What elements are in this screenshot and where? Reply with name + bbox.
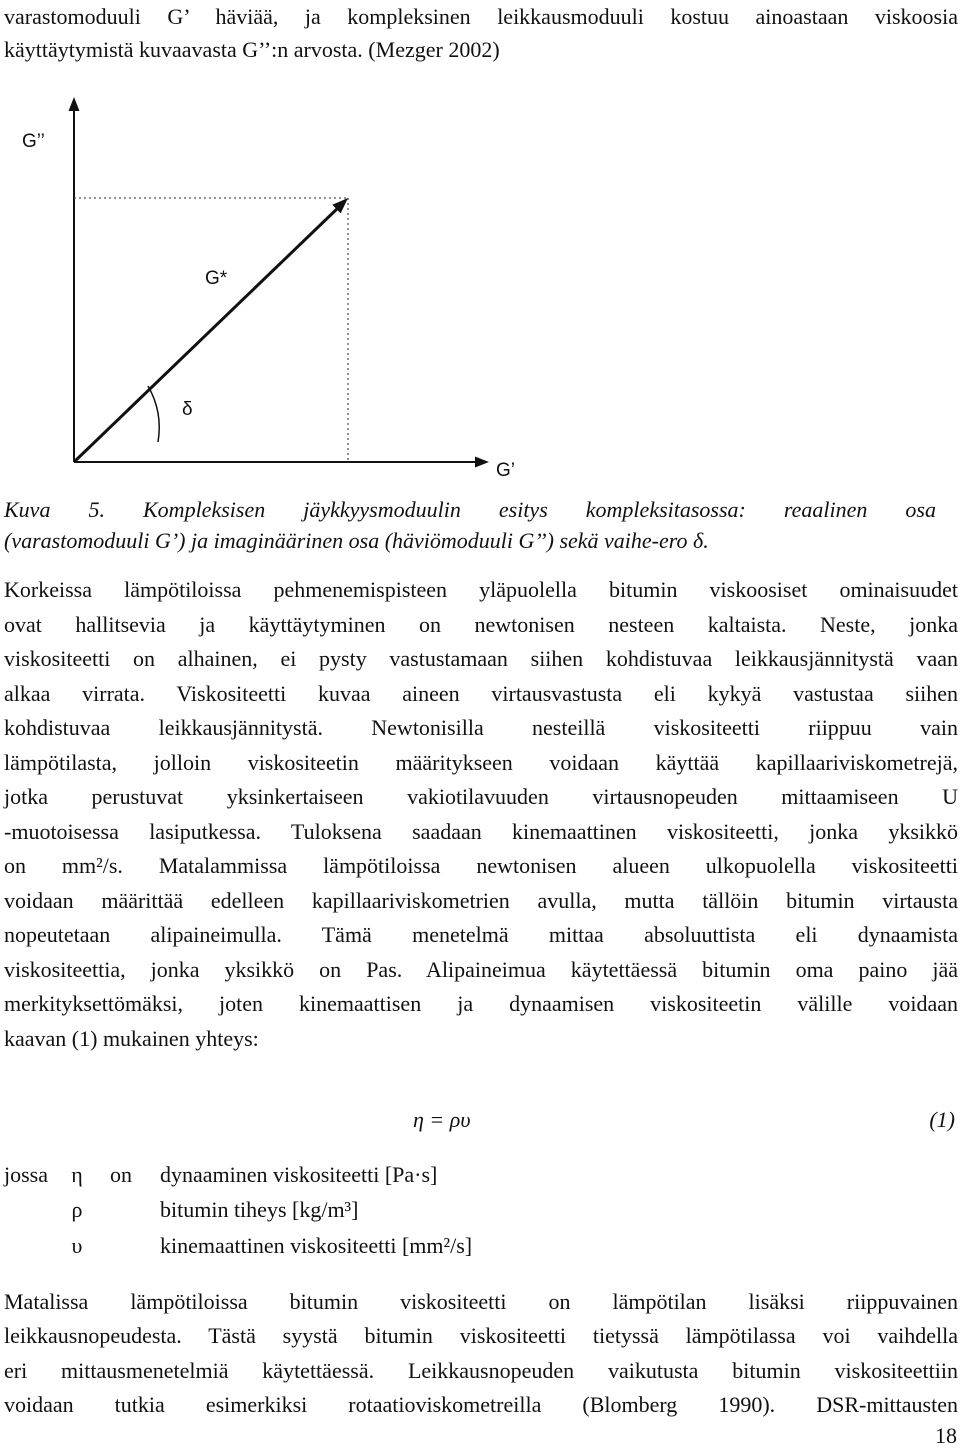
equation-formula: η = ρυ xyxy=(413,1107,471,1132)
y-axis-label: G’’ xyxy=(22,131,45,152)
paragraph xyxy=(4,1285,958,1422)
text-line: Matalissa lämpötiloissa bitumin viskositeetti on lämpötilan lisäksi riippuvainen xyxy=(4,1289,958,1314)
text-line: ovat hallitsevia ja käyttäytyminen on newtonisen nesteen kaltaista. Neste, jonka xyxy=(4,611,958,637)
definition-text: dynaaminen viskositeetti [Pa·s] xyxy=(160,1162,438,1187)
paragraph xyxy=(4,573,958,1056)
top-paragraph xyxy=(4,0,958,66)
phase-angle-arc xyxy=(148,386,159,442)
text-line: kohdistuvaa leikkausjännitystä. Newtonisilla nesteillä viskositeetti riippuu vain xyxy=(4,715,958,740)
text-line: käyttäytymistä kuvaavasta G’’:n arvosta. (Mezger 2002) xyxy=(4,37,500,62)
page-number: 18 xyxy=(935,1423,957,1448)
equation-number: (1) xyxy=(929,1107,955,1132)
complex-modulus-figure xyxy=(0,85,560,490)
text-line: viskositeetti on alhainen, ei pysty vastustamaan siihen kohdistuvaa leikkausjännitystä vaan xyxy=(4,646,958,671)
text-line: merkityksettömäksi, joten kinemaattisen ja dynaamisen viskositeetin välille voidaan xyxy=(4,991,958,1016)
text-line: voidaan määrittää edelleen kapillaariviskometrien avulla, mutta tällöin bitumin virtausta xyxy=(4,887,958,913)
text-line: Korkeissa lämpötiloissa pehmenemispisteen yläpuolella bitumin viskoosiset ominaisuudet xyxy=(4,577,958,602)
complex-modulus-vector xyxy=(74,206,340,462)
text-line: -muotoisessa lasiputkessa. Tuloksena saadaan kinemaattinen viskositeetti, jonka yksikkö xyxy=(4,818,958,844)
caption-line: (varastomoduuli G’) ja imaginäärinen osa (häviömoduuli G’’) sekä vaihe-ero δ. xyxy=(4,528,709,553)
caption-line: Kuva 5. Kompleksisen jäykkyysmoduulin esitys kompleksitasossa: reaalinen osa xyxy=(4,497,936,522)
text-line: lämpötilasta, jolloin viskositeetin määritykseen voidaan käyttää kapillaariviskometrejä, xyxy=(4,749,958,775)
definition-symbol: ρ xyxy=(71,1197,83,1222)
text-line: kaavan (1) mukainen yhteys: xyxy=(4,1025,259,1051)
y-axis-arrowhead xyxy=(69,97,80,111)
definition-row xyxy=(4,1231,958,1261)
text-line: eri mittausmenetelmiä käytettäessä. Leikkausnopeuden vaikutusta bitumin viskositeettiin xyxy=(4,1357,958,1383)
text-line: leikkausnopeudesta. Tästä syystä bitumin viskositeetti tietyssä lämpötilassa voi vaihdella xyxy=(4,1323,958,1349)
definition-text: bitumin tiheys [kg/m³] xyxy=(160,1197,359,1222)
text-line: nopeutetaan alipaineimulla. Tämä menetelmä mittaa absoluuttista eli dynaamista xyxy=(4,922,958,947)
definition-symbol: υ xyxy=(71,1233,83,1258)
definition-row xyxy=(4,1195,958,1225)
text-line: alkaa virrata. Viskositeetti kuvaa aineen virtausvastusta eli kykyä vastustaa siihen xyxy=(4,680,958,706)
vector-label: G* xyxy=(205,268,228,289)
text-line: viskositeettia, jonka yksikkö on Pas. Alipaineimua käytettäessä bitumin oma paino jää xyxy=(4,956,958,982)
definition-row xyxy=(4,1160,958,1190)
definition-text: kinemaattinen viskositeetti [mm²/s] xyxy=(160,1233,473,1258)
definition-symbol: η xyxy=(71,1162,83,1187)
angle-label: δ xyxy=(182,399,193,420)
definition-verb: on xyxy=(110,1162,132,1187)
figure-caption xyxy=(4,494,936,556)
x-axis-label: G’ xyxy=(496,460,515,481)
text-line: on mm²/s. Matalammissa lämpötiloissa newtonisen alueen ulkopuolella viskositeetti xyxy=(4,853,958,878)
text-line: jotka perustuvat yksinkertaiseen vakiotilavuuden virtausnopeuden mittaamiseen U xyxy=(4,784,958,809)
text-line: voidaan tutkia esimerkiksi rotaatioviskometreilla (Blomberg 1990). DSR-mittausten xyxy=(4,1391,958,1417)
definition-intro: jossa xyxy=(4,1162,48,1187)
text-line: varastomoduuli G’ häviää, ja kompleksinen leikkausmoduuli kostuu ainoastaan viskoosia xyxy=(4,4,958,29)
x-axis-arrowhead xyxy=(475,457,489,468)
